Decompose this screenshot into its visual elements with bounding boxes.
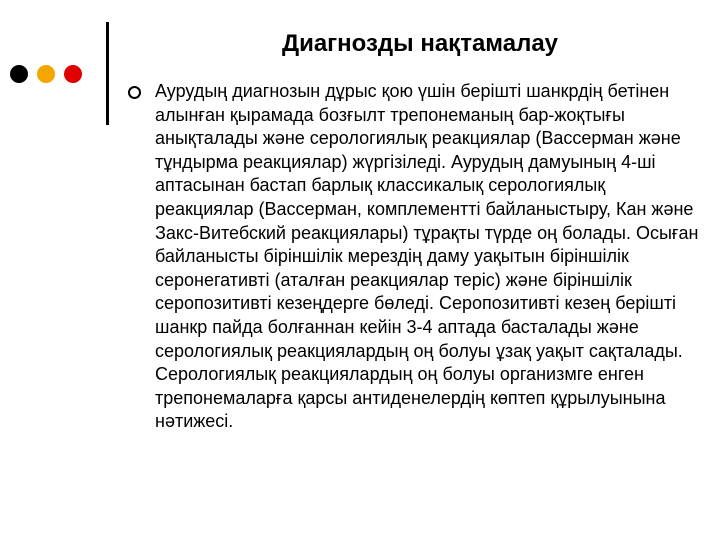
bullet-text: Аурудың диагнозын дұрыс қою үшін берішті шанкрдің бетінен алынған қырамада бозғылт трепонеманың бар-жоқтығы анықталады және серологиялық реакциялар (Вассерман және тұндырма реакциялар) жүргізіледі. Аурудың дамуының 4-ші аптасынан бастап барлық классикалық серологиялық реакциялар (Вассерман, комплементті байланыстыру, Кан және Закс-Витебский реакциялары) тұрақты түрде оң болады. Осыған байланысты біріншілік мерездің даму уақытын біріншілік серонегативті (аталған реакциялар теріс) және біріншілік серопозитивті кезеңдерге бөледі. Серопозитивті кезең берішті шанкр пайда болғаннан кейін 3-4 аптада басталады және серологиялық реакциялардың оң болуы ұзақ уақыт сақталады. Серологиялық реакциялардың оң болуы организмге енген трепонемаларға қарсы антиденелердің көптеп құрылуынына нәтижесі.	[155, 81, 699, 432]
decorative-dots	[10, 65, 82, 83]
bullet-item	[128, 80, 703, 434]
orange-dot-icon	[37, 65, 55, 83]
bullet-list	[128, 80, 703, 434]
circle-bullet-icon	[128, 86, 141, 99]
black-dot-icon	[10, 65, 28, 83]
slide-title: Диагнозды нақтамалау	[281, 30, 559, 57]
vertical-divider	[106, 22, 109, 125]
red-dot-icon	[64, 65, 82, 83]
